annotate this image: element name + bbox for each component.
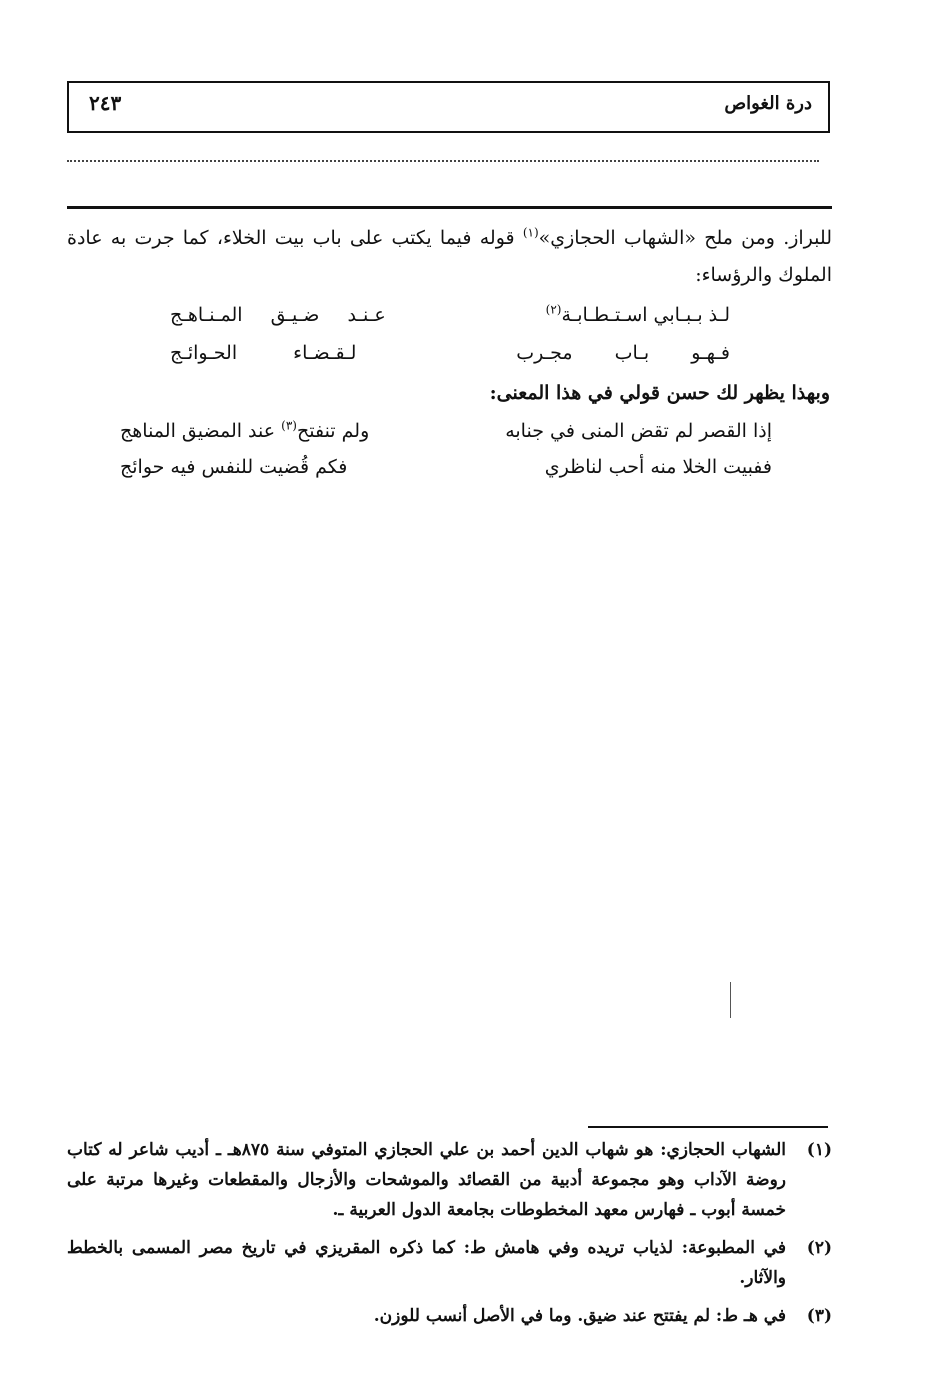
verse2-hemistich-1b: ولم تنفتح$^{(٣)}$ عند المضيق المناهج xyxy=(120,418,370,442)
footnote-number: (٢) xyxy=(806,1238,832,1258)
verse1-hemistich-1a: لـذ بـبـابي اسـتـطـابـة$^{(٢)}$ xyxy=(545,302,730,326)
verse1-hemistich-2b: لـقـضـاء الحـوائـج xyxy=(170,342,357,364)
dotted-separator xyxy=(67,150,819,162)
footnote-text: في المطبوعة: لذياب تريده وفي هامش ط: كما ذكره المقريزي في تاريخ مصر المسمى بالخطط والآثار. xyxy=(67,1238,786,1288)
footnote-rule xyxy=(588,1126,828,1128)
footnote-text: الشهاب الحجازي: هو شهاب الدين أحمد بن علي الحجازي المتوفي سنة ٨٧٥هـ ـ أديب شاعر له كتاب روضة الآداب وهو مجموعة أدبية من القصائد والموشحات والأزجال والمقطعات وغيرها مرتبة على خمسة أبوب ـ فهارس معهد المخطوطات بجامعة الدول العربية ـ. xyxy=(67,1140,786,1220)
intro-text-rest: قوله فيما يكتب على باب بيت الخلاء، كما جرت به عادة الملوك والرؤساء: xyxy=(67,227,832,286)
intro-text: للبراز. ومن ملح «الشهاب الحجازي» xyxy=(538,227,832,249)
footnote-ref-3[interactable]: (٣) xyxy=(281,418,297,433)
verse-block-2 xyxy=(120,416,772,486)
verse1-hemistich-2a: فـهـو بـاب مجـرب xyxy=(516,342,730,364)
book-title: درة الغواص xyxy=(724,93,812,114)
footnote-ref-1[interactable]: (١) xyxy=(522,225,539,240)
footnote-text: في هـ ط: لم يفتتح عند ضيق. وما في الأصل أنسب للوزن. xyxy=(373,1306,786,1326)
footnote-1 xyxy=(67,1135,832,1225)
verse-block-1 xyxy=(170,300,730,370)
running-header xyxy=(67,81,830,133)
text-cursor xyxy=(730,982,731,1018)
footnote-number: (١) xyxy=(806,1140,832,1160)
verse2-hemistich-2a: ففبيت الخلا منه أحب لناظري xyxy=(544,456,772,478)
footnote-ref-2[interactable]: (٢) xyxy=(545,302,562,317)
verse2-hemistich-1a: إذا القصر لم تقض المنى في جنابه xyxy=(505,420,772,442)
intro-paragraph xyxy=(67,220,832,294)
footnotes-section xyxy=(67,1135,832,1339)
footnote-number: (٣) xyxy=(806,1306,832,1326)
text-top-rule xyxy=(67,206,832,209)
bridge-line: وبهذا يظهر لك حسن قولي في هذا المعنى: xyxy=(489,382,830,404)
verse1-hemistich-1b: عـنـد ضـيـق المـنـاهـج xyxy=(170,304,386,326)
page-number: ٢٤٣ xyxy=(89,91,122,115)
footnote-2 xyxy=(67,1233,832,1293)
footnote-3 xyxy=(67,1301,832,1331)
verse2-hemistich-2b: فكم قُضيت للنفس فيه حوائج xyxy=(120,456,348,478)
